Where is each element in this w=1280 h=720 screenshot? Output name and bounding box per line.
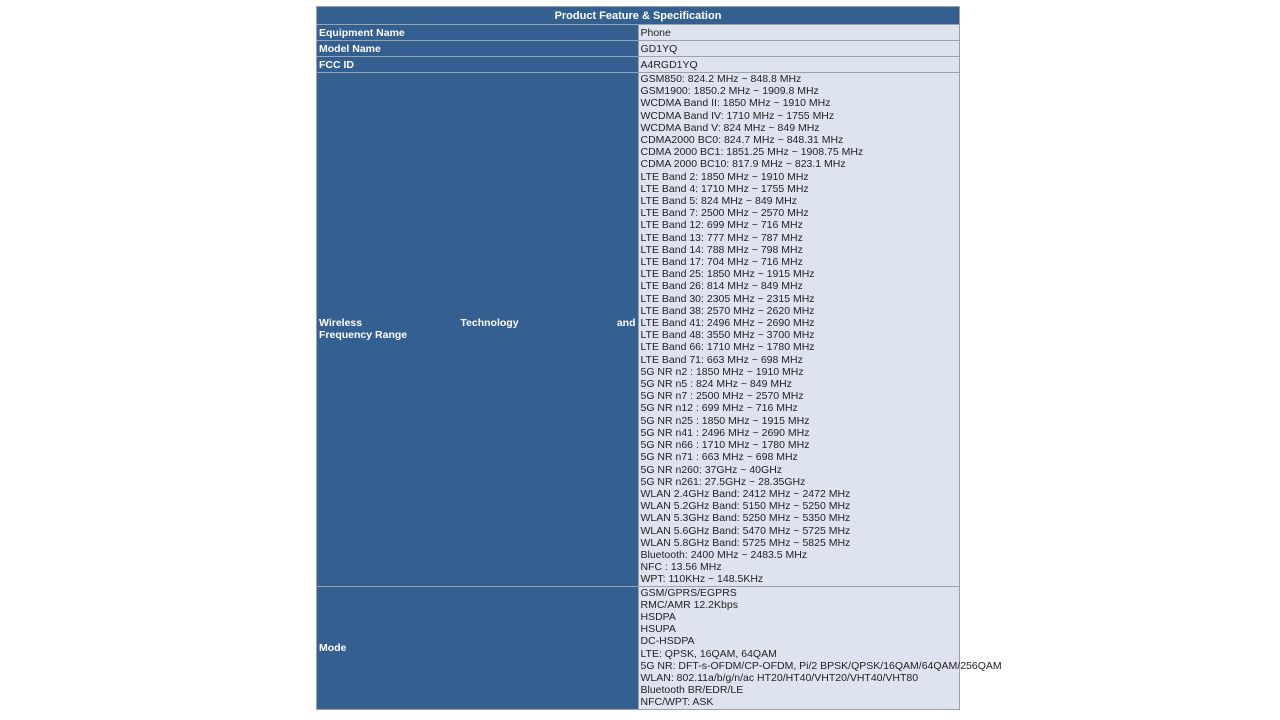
row-label-wireless-technology [317,73,639,587]
frequency-range-line: WCDMA Band V: 824 MHz ~ 849 MHz [640,121,820,134]
frequency-range-line: LTE Band 41: 2496 MHz ~ 2690 MHz [640,317,815,330]
frequency-range-line: WCDMA Band II: 1850 MHz ~ 1910 MHz [640,97,831,110]
frequency-range-line: NFC : 13.56 MHz [640,561,722,574]
frequency-range-line: CDMA2000 BC0: 824.7 MHz ~ 848.31 MHz [640,134,844,147]
frequency-range-line: WLAN 5.6GHz Band: 5470 MHz ~ 5725 MHz [640,524,851,537]
frequency-range-line: LTE Band 48: 3550 MHz ~ 3700 MHz [640,329,815,342]
frequency-range-line: LTE Band 2: 1850 MHz ~ 1910 MHz [640,170,809,183]
frequency-range-line: 5G NR n41 : 2496 MHz ~ 2690 MHz [640,426,810,439]
row-label-mode: Mode [317,586,639,709]
frequency-range-line: WLAN 5.3GHz Band: 5250 MHz ~ 5350 MHz [640,512,851,525]
frequency-range-line: LTE Band 5: 824 MHz ~ 849 MHz [640,195,798,208]
row-value-equipment-name: Phone [638,25,960,41]
table-row [317,586,960,709]
frequency-range-line: LTE Band 14: 788 MHz ~ 798 MHz [640,243,803,256]
frequency-range-line: LTE Band 38: 2570 MHz ~ 2620 MHz [640,304,815,317]
frequency-range-line: Bluetooth: 2400 MHz ~ 2483.5 MHz [640,548,808,561]
row-value-mode [638,586,1002,709]
mode-line: NFC/WPT: ASK [640,696,714,709]
frequency-range-line: WLAN 2.4GHz Band: 2412 MHz ~ 2472 MHz [640,487,851,500]
frequency-range-line: 5G NR n25 : 1850 MHz ~ 1915 MHz [640,414,810,427]
title-row [317,7,960,25]
frequency-range-line: WLAN 5.8GHz Band: 5725 MHz ~ 5825 MHz [640,536,851,549]
frequency-range-line: 5G NR n260: 37GHz ~ 40GHz [640,463,783,476]
table-title: Product Feature & Specification [317,7,960,25]
frequency-range-line: 5G NR n2 : 1850 MHz ~ 1910 MHz [640,365,804,378]
frequency-range-line: LTE Band 7: 2500 MHz ~ 2570 MHz [640,207,809,220]
wireless-label-line-1: Wireless Technology and [319,317,636,330]
frequency-range-line: CDMA 2000 BC10: 817.9 MHz ~ 823.1 MHz [640,158,846,171]
frequency-range-line: LTE Band 66: 1710 MHz ~ 1780 MHz [640,341,815,354]
frequency-range-line: GSM850: 824.2 MHz ~ 848.8 MHz [640,73,802,85]
mode-line: 5G NR: DFT-s-OFDM/CP-OFDM, Pi/2 BPSK/QPSK/16QAM/64QAM/256QAM [640,659,1002,672]
frequency-range-line: 5G NR n12 : 699 MHz ~ 716 MHz [640,402,798,415]
frequency-range-line: CDMA 2000 BC1: 1851.25 MHz ~ 1908.75 MHz [640,146,864,159]
row-value-model-name: GD1YQ [638,41,960,57]
frequency-range-line: LTE Band 71: 663 MHz ~ 698 MHz [640,353,803,366]
frequency-range-line: LTE Band 13: 777 MHz ~ 787 MHz [640,231,803,244]
mode-line: RMC/AMR 12.2Kbps [640,598,738,611]
mode-line: WLAN: 802.11a/b/g/n/ac HT20/HT40/VHT20/VHT40/VHT80 [640,671,919,684]
mode-line: DC-HSDPA [640,635,695,648]
row-value-fcc-id: A4RGD1YQ [638,57,960,73]
frequency-range-line: LTE Band 17: 704 MHz ~ 716 MHz [640,256,803,269]
mode-line: Bluetooth BR/EDR/LE [640,684,744,697]
row-label-model-name: Model Name [317,41,639,57]
row-label-fcc-id: FCC ID [317,57,639,73]
frequency-range-line: LTE Band 26: 814 MHz ~ 849 MHz [640,280,803,293]
frequency-range-line: LTE Band 30: 2305 MHz ~ 2315 MHz [640,292,815,305]
frequency-range-line: WCDMA Band IV: 1710 MHz ~ 1755 MHz [640,109,835,122]
table-row [317,57,960,73]
mode-line: HSDPA [640,610,676,623]
frequency-range-line: 5G NR n261: 27.5GHz ~ 28.35GHz [640,475,806,488]
frequency-range-line: 5G NR n66 : 1710 MHz ~ 1780 MHz [640,439,810,452]
spec-table [316,6,1002,710]
frequency-range-line: 5G NR n71 : 663 MHz ~ 698 MHz [640,451,798,464]
row-label-equipment-name: Equipment Name [317,25,639,41]
frequency-range-line: LTE Band 25: 1850 MHz ~ 1915 MHz [640,268,815,281]
mode-line: HSUPA [640,623,676,636]
table-row [317,25,960,41]
table-row [317,73,960,587]
wireless-label-line-2: Frequency Range [319,329,408,342]
frequency-range-line: 5G NR n7 : 2500 MHz ~ 2570 MHz [640,390,804,403]
frequency-range-line: LTE Band 4: 1710 MHz ~ 1755 MHz [640,182,809,195]
frequency-range-line: WPT: 110KHz ~ 148.5KHz [640,573,764,586]
frequency-range-line: 5G NR n5 : 824 MHz ~ 849 MHz [640,378,792,391]
table-row [317,41,960,57]
frequency-range-line: GSM1900: 1850.2 MHz ~ 1909.8 MHz [640,85,819,98]
mode-line: LTE: QPSK, 16QAM, 64QAM [640,647,777,660]
row-value-wireless-technology [638,73,960,587]
mode-line: GSM/GPRS/EGPRS [640,586,737,599]
frequency-range-line: WLAN 5.2GHz Band: 5150 MHz ~ 5250 MHz [640,500,851,513]
frequency-range-line: LTE Band 12: 699 MHz ~ 716 MHz [640,219,803,232]
